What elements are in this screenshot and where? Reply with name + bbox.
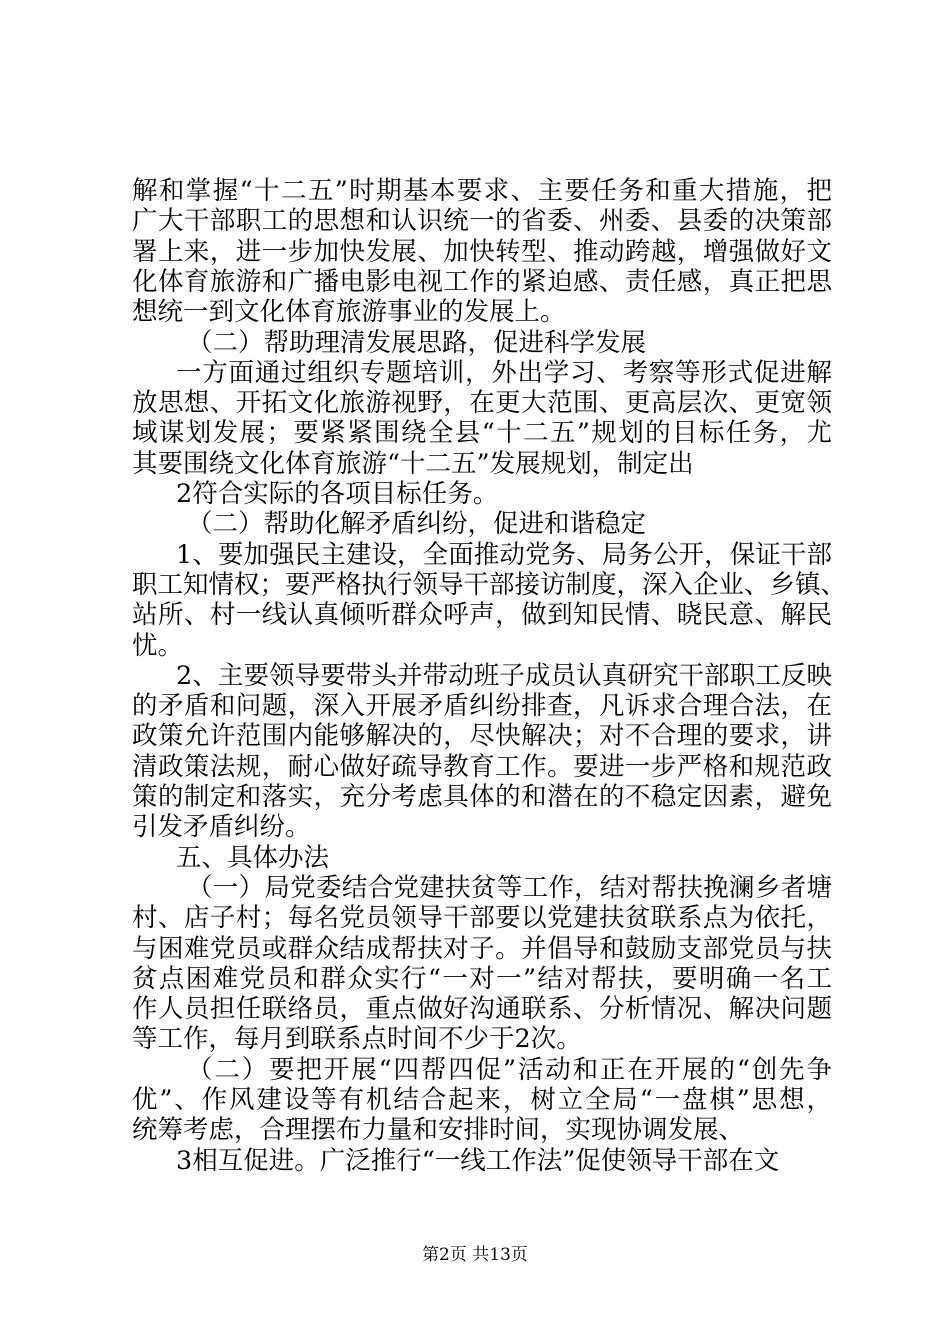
body-line: 策的制定和落实，充分考虑具体的和潜在的不稳定因素，避免 <box>132 782 832 812</box>
body-line: 的矛盾和问题，深入开展矛盾纠纷排查，凡诉求合理合法，在 <box>132 691 832 721</box>
body-line: 统筹考虑，合理摆布力量和安排时间，实现协调发展、 <box>132 1115 745 1145</box>
body-line: （二）要把开展“四帮四促”活动和正在开展的“创先争 <box>187 1055 832 1085</box>
body-line: 化体育旅游和广播电影电视工作的紧迫感、责任感，真正把思 <box>132 267 832 297</box>
body-line: 2符合实际的各项目标任务。 <box>176 479 499 509</box>
body-line: 署上来，进一步加快发展、加快转型、推动跨越，增强做好文 <box>132 237 832 267</box>
body-line: 其要围绕文化体育旅游“十二五”发展规划，制定出 <box>132 449 694 479</box>
body-line: 1、要加强民主建设，全面推动党务、局务公开，保证干部 <box>176 540 832 570</box>
body-line: 优”、作风建设等有机结合起来，树立全局“一盘棋”思想， <box>132 1085 832 1115</box>
page-footer: 第2页 共13页 <box>422 1245 528 1265</box>
body-line: 引发矛盾纠纷。 <box>132 812 311 842</box>
body-line: 作人员担任联络员，重点做好沟通联系、分析情况、解决问题 <box>132 994 832 1024</box>
body-line: 站所、村一线认真倾听群众呼声，做到知民情、晓民意、解民 <box>132 600 832 630</box>
body-line: 清政策法规，耐心做好疏导教育工作。要进一步严格和规范政 <box>132 752 832 782</box>
body-line: 3相互促进。广泛推行“一线工作法”促使领导干部在文 <box>176 1146 780 1176</box>
section-heading: （二）帮助化解矛盾纠纷，促进和谐稳定 <box>187 509 647 539</box>
body-line: 一方面通过组织专题培训，外出学习、考察等形式促进解 <box>176 358 832 388</box>
body-line: 等工作，每月到联系点时间不少于2次。 <box>132 1024 582 1054</box>
body-line: 政策允许范围内能够解决的，尽快解决；对不合理的要求，讲 <box>132 721 832 751</box>
section-heading: 五、具体办法 <box>176 843 330 873</box>
body-line: 村、店子村；每名党员领导干部要以党建扶贫联系点为依托， <box>132 903 832 933</box>
body-line: 忧。 <box>132 631 184 661</box>
body-line: 职工知情权；要严格执行领导干部接访制度，深入企业、乡镇、 <box>132 570 847 600</box>
body-line: 解和掌握“十二五”时期基本要求、主要任务和重大措施，把 <box>132 176 832 206</box>
body-line: 贫点困难党员和群众实行“一对一”结对帮扶，要明确一名工 <box>132 964 832 994</box>
body-line: 放思想、开拓文化旅游视野，在更大范围、更高层次、更宽领 <box>132 388 832 418</box>
section-heading: （二）帮助理清发展思路，促进科学发展 <box>187 328 647 358</box>
body-line: 2、主要领导要带头并带动班子成员认真研究干部职工反映 <box>176 661 832 691</box>
body-line: 想统一到文化体育旅游事业的发展上。 <box>132 297 566 327</box>
body-line: 域谋划发展；要紧紧围绕全县“十二五”规划的目标任务，尤 <box>132 418 832 448</box>
body-line: 与困难党员或群众结成帮扶对子。并倡导和鼓励支部党员与扶 <box>132 934 832 964</box>
body-line: 广大干部职工的思想和认识统一的省委、州委、县委的决策部 <box>132 206 832 236</box>
body-line: （一）局党委结合党建扶贫等工作，结对帮扶挽澜乡者塘 <box>187 873 832 903</box>
